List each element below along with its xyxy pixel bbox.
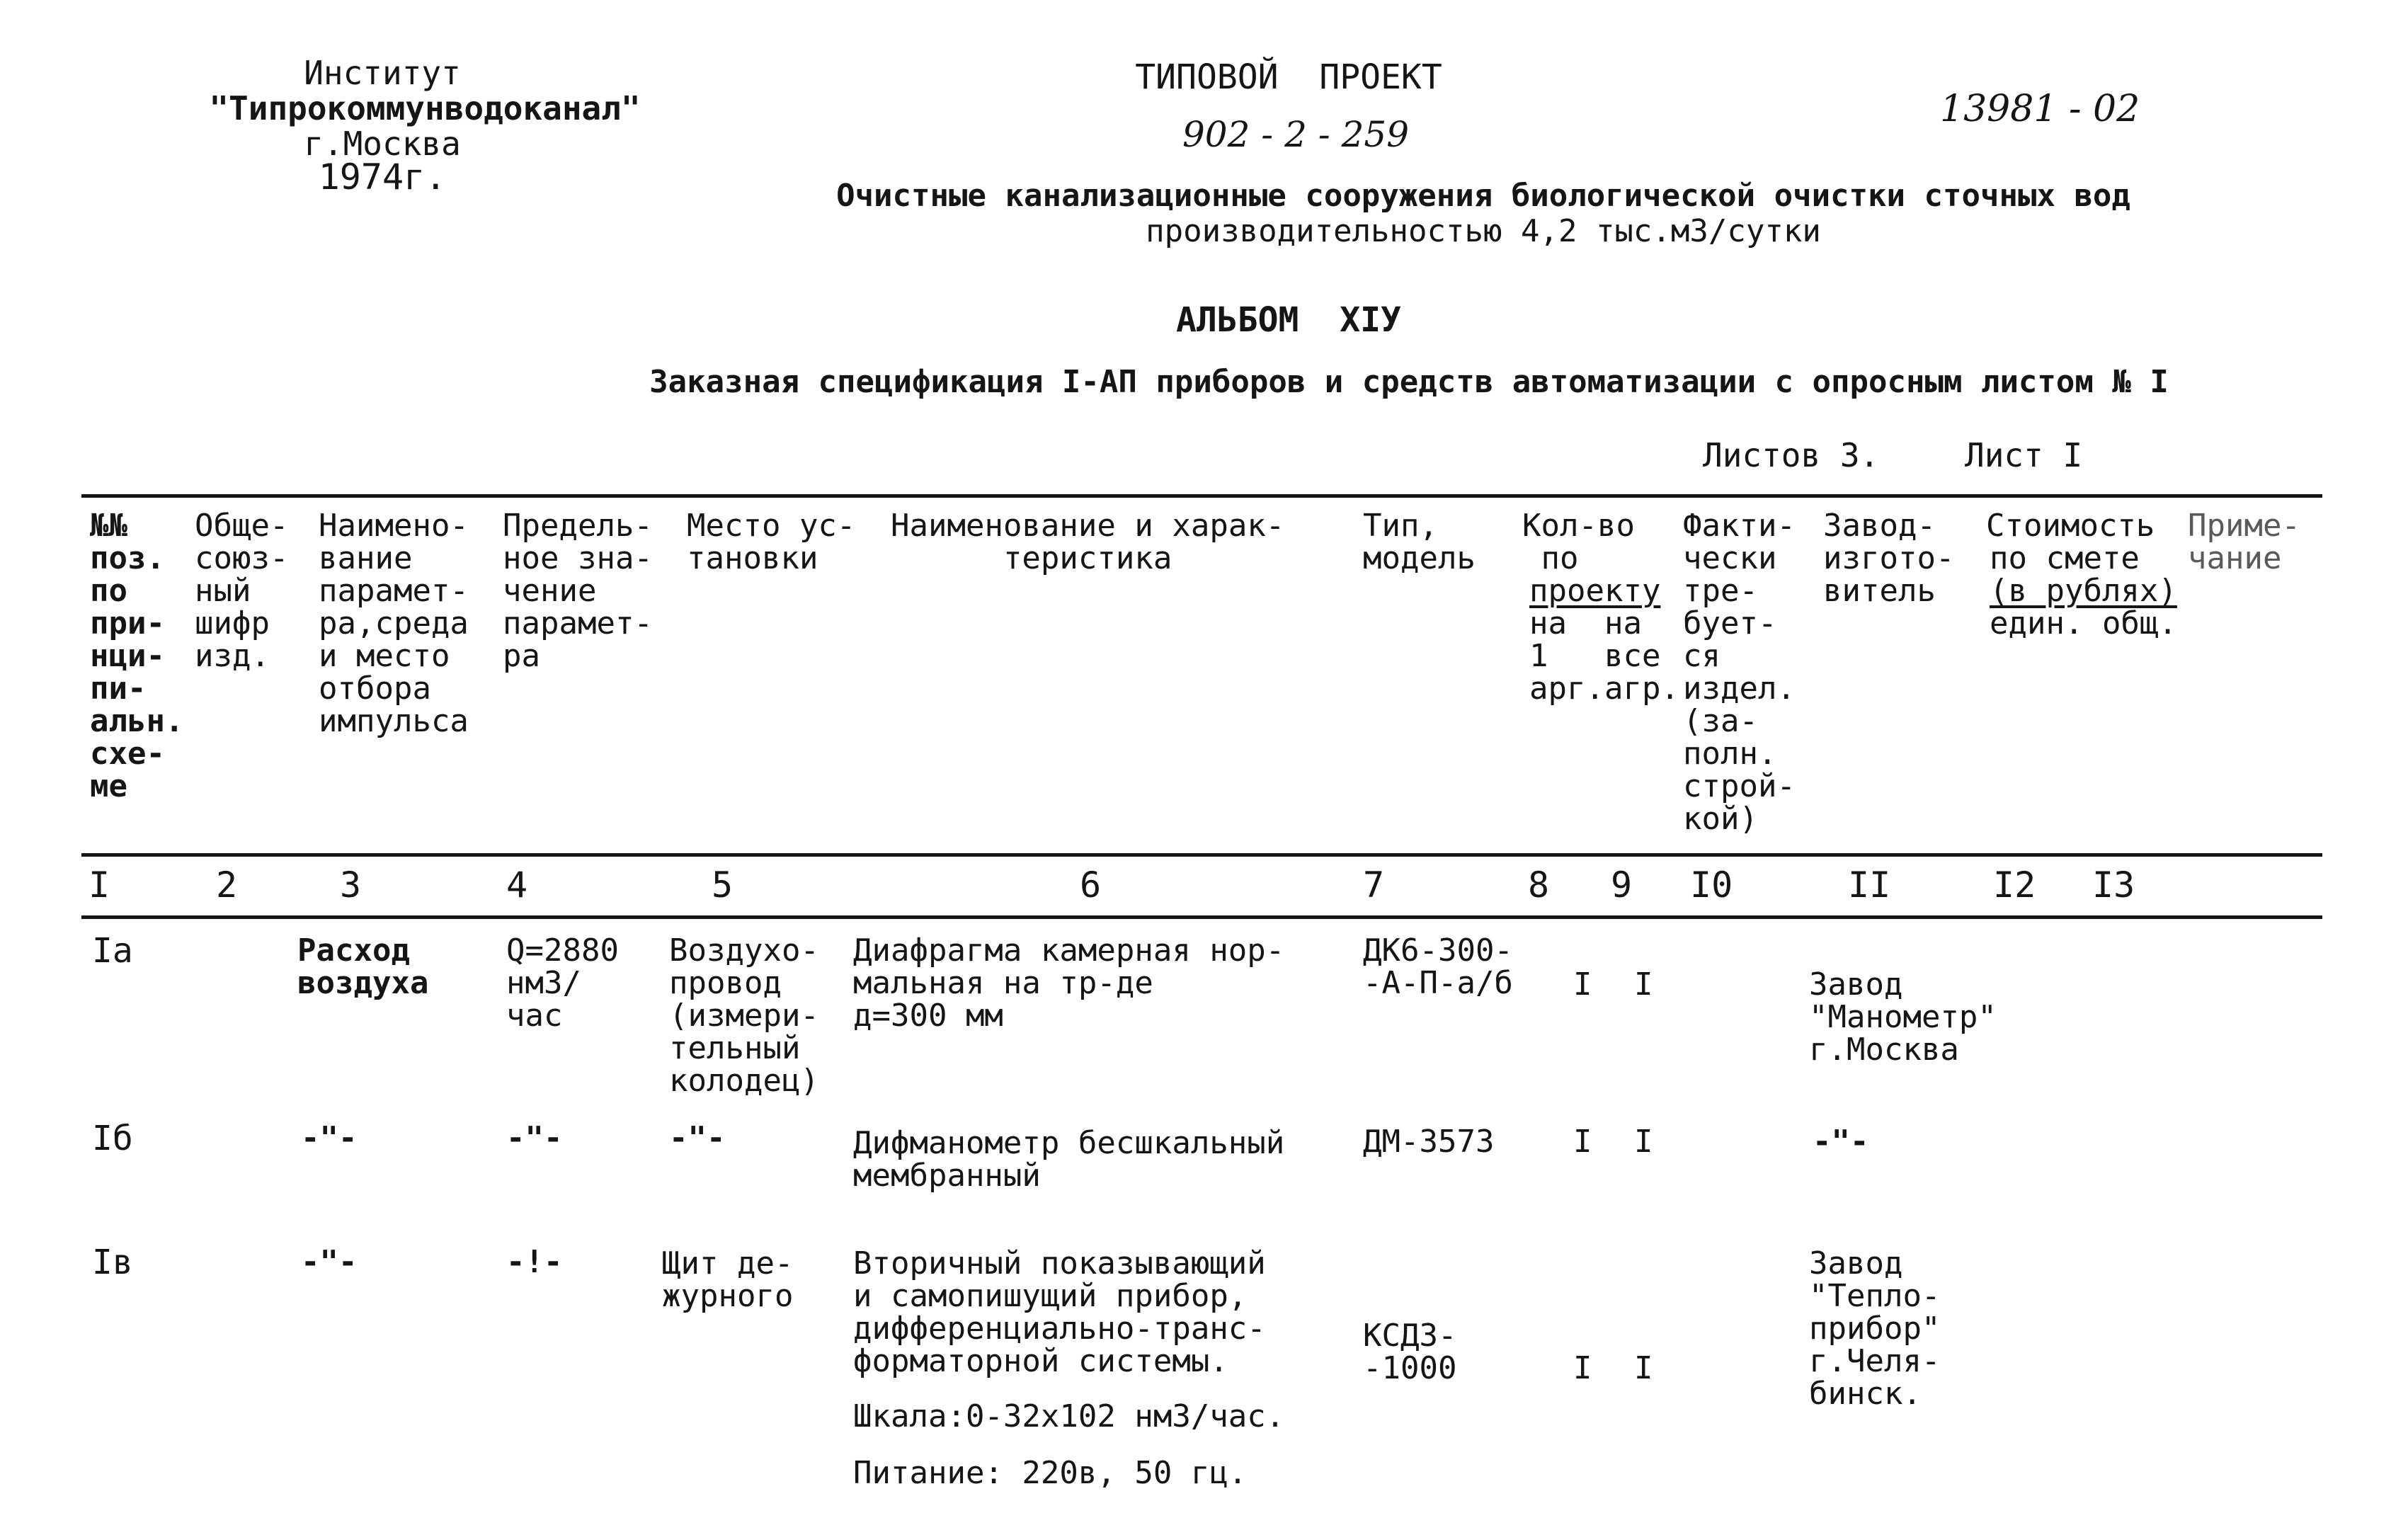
column-number: 9	[1611, 864, 1633, 906]
row-pos: Iб	[92, 1119, 133, 1158]
header-cost-line2: по смете	[1990, 540, 2140, 576]
column-number: 8	[1528, 864, 1550, 906]
row-name: Дифманометр бесшкальный мембранный	[853, 1125, 1285, 1194]
row-qty-all: I	[1634, 1350, 1653, 1386]
row-param: -"-	[301, 1120, 358, 1156]
header-actual: Факти- чески тре- бует- ся издел. (за- полн. строй- кой)	[1683, 508, 1796, 837]
institute-line1: Институт	[304, 54, 461, 92]
header-cost-line3: (в рублях)	[1990, 573, 2177, 609]
project-description-2: производительностью 4,2 тыс.м3/сутки	[1146, 213, 1821, 249]
row-limit: Q=2880 нм3/ час	[506, 932, 619, 1034]
header-bottom-rule	[81, 853, 2322, 857]
row-pos: Iа	[92, 931, 133, 971]
header-note: Приме- чание	[2188, 508, 2300, 576]
row-name: Диафрагма камерная нор- мальная на тр-де д=300 мм	[853, 932, 1285, 1034]
row-qty-all: I	[1634, 966, 1653, 1003]
column-number: 5	[712, 864, 734, 906]
header-code: Обще- союз- ный шифр изд.	[195, 508, 289, 674]
header-name: Наименование и харак- теристика	[891, 508, 1285, 576]
institute-year: 1974г.	[318, 156, 447, 198]
row-limit: -"-	[506, 1120, 563, 1156]
album-title: АЛЬБОМ XIУ	[1176, 300, 1401, 340]
row-power: Питание: 220в, 50 гц.	[853, 1455, 1248, 1491]
row-name: Вторичный показывающий и самопишущий прибор, дифференциально-транс- форматорной системы.	[853, 1245, 1266, 1379]
header-limit: Предель- ное зна- чение парамет- ра	[503, 508, 653, 674]
project-label: ТИПОВОЙ ПРОЕКТ	[1135, 57, 1442, 97]
column-number: 4	[506, 864, 528, 906]
inventory-number: 13981 - 02	[1940, 88, 2140, 130]
table-top-rule	[81, 494, 2322, 498]
row-qty1: I	[1573, 1350, 1592, 1386]
header-cost-line4: един. общ.	[1990, 605, 2177, 641]
row-type: ДК6-300- -А-П-а/б	[1363, 932, 1513, 1001]
row-maker: Завод "Тепло- прибор" г.Челя- бинск.	[1809, 1245, 1941, 1412]
row-qty1: I	[1573, 1124, 1592, 1160]
column-number: I3	[2092, 864, 2135, 906]
institute-city: г.Москва	[304, 125, 461, 163]
spec-title: Заказная спецификация I-АП приборов и средств автоматизации с опросным листом № I	[649, 364, 2169, 400]
row-maker: Завод "Манометр" г.Москва	[1809, 966, 1997, 1068]
row-place: Воздухо- провод (измери- тельный колодец)	[669, 932, 819, 1099]
column-number: I0	[1690, 864, 1733, 906]
row-qty1: I	[1573, 966, 1592, 1003]
row-limit: -!-	[506, 1244, 563, 1280]
sheet-number: Лист I	[1965, 436, 2083, 474]
row-scale: Шкала:0-32х102 нм3/час.	[853, 1398, 1285, 1434]
project-description-1: Очистные канализационные сооружения биологической очистки сточных вод	[836, 178, 2130, 214]
row-place: -"-	[669, 1120, 726, 1156]
sheets-total: Листов 3.	[1703, 436, 1880, 474]
row-qty-all: I	[1634, 1124, 1653, 1160]
column-numbers-rule	[81, 915, 2322, 919]
column-number: 7	[1363, 864, 1385, 906]
row-param: Расход воздуха	[297, 932, 429, 1001]
project-number: 902 - 2 - 259	[1182, 114, 1410, 155]
column-number: I	[89, 864, 110, 906]
row-place: Щит де- журного	[662, 1245, 794, 1314]
row-type: КСДЗ- -1000	[1363, 1318, 1457, 1386]
header-qty-split: на на 1 все арг.агр.	[1529, 605, 1679, 707]
header-qty: Кол-во по	[1522, 508, 1635, 576]
row-pos: Iв	[92, 1243, 133, 1282]
row-maker: -"-	[1813, 1124, 1869, 1160]
column-number: 6	[1080, 864, 1102, 906]
column-number: 2	[216, 864, 238, 906]
header-qty-project: проекту	[1529, 573, 1661, 609]
header-param: Наимено- вание парамет- ра,среда и место отбора импульса	[319, 508, 469, 739]
column-number: 3	[340, 864, 362, 906]
header-place: Место ус- тановки	[687, 508, 856, 576]
row-type: ДМ-3573	[1363, 1124, 1495, 1160]
header-maker: Завод- изгото- витель	[1823, 508, 1955, 609]
header-pos: №№ поз. по при- нци- пи- альн. схе- ме	[90, 508, 184, 804]
header-cost: Стоимость	[1986, 508, 2155, 544]
column-number: II	[1848, 864, 1891, 906]
institute-line2: "Типрокоммунводоканал"	[209, 89, 641, 127]
header-type: Тип, модель	[1363, 508, 1476, 576]
column-number: I2	[1993, 864, 2036, 906]
row-param: -"-	[301, 1244, 358, 1280]
